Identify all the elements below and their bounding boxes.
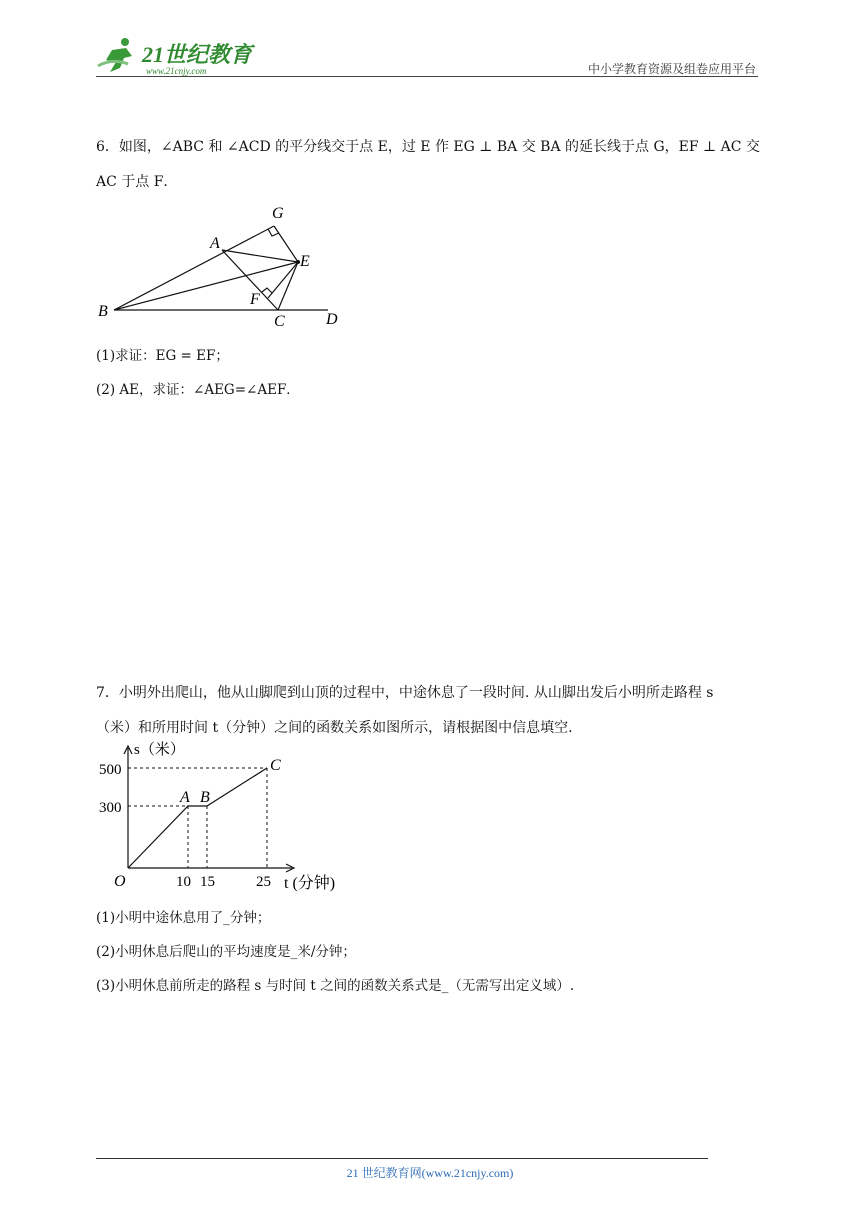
q7-number: 7．	[96, 685, 119, 701]
platform-title: 中小学教育资源及组卷应用平台	[587, 62, 756, 76]
q6-part1: (1)求证：EG = EF；	[96, 348, 229, 364]
point-C-label: C	[270, 757, 281, 774]
label-C: C	[274, 313, 285, 330]
q7-stem	[96, 676, 776, 746]
header-divider	[96, 76, 758, 77]
q7-line2: （米）和所用时间 t（分钟）之间的函数关系如图所示，请根据图中信息填空.	[96, 720, 573, 736]
label-D: D	[326, 311, 338, 328]
point-A-label: A	[180, 789, 190, 806]
q6-line1: 如图，∠ABC 和 ∠ACD 的平分线交于点 E，过 E 作 EG ⊥ BA 交 BA 的延长线于点 G，EF ⊥ AC 交	[118, 139, 760, 155]
x-tick-25: 25	[256, 874, 271, 890]
label-F: F	[250, 291, 260, 308]
site-logo	[92, 36, 262, 80]
logo-text: 21世纪教育	[142, 42, 253, 67]
logo-url: www.21cnjy.com	[146, 66, 207, 76]
q6-number: 6．	[96, 139, 119, 155]
point-B-label: B	[200, 789, 210, 806]
q6-part2: (2) AE，求证：∠AEG=∠AEF．	[96, 382, 300, 398]
y-axis-label: s（米）	[134, 742, 185, 758]
label-G: G	[272, 205, 284, 222]
q7-part2: (2)小明休息后爬山的平均速度是_米/分钟；	[96, 944, 356, 960]
label-B: B	[98, 303, 108, 320]
q7-part3: (3)小明休息前所走的路程 s 与时间 t 之间的函数关系式是_（无需写出定义域）.	[96, 978, 575, 994]
x-axis-label: t (分钟)	[284, 875, 336, 892]
y-tick-300: 300	[99, 800, 122, 816]
q7-part1: (1)小明中途休息用了_分钟；	[96, 910, 271, 926]
y-tick-500: 500	[99, 762, 122, 778]
origin-label: O	[114, 873, 126, 890]
label-A: A	[210, 235, 220, 252]
x-tick-10: 10	[176, 874, 191, 890]
footer-link[interactable]: 21 世纪教育网(www.21cnjy.com)	[346, 1166, 514, 1180]
q7-function-graph	[96, 740, 356, 892]
x-tick-15: 15	[200, 874, 215, 890]
q6-line2: AC 于点 F．	[96, 174, 178, 190]
q7-line1: 小明外出爬山，他从山脚爬到山顶的过程中，中途休息了一段时间. 从山脚出发后小明所走路程 s	[118, 685, 714, 701]
q6-stem	[96, 130, 776, 200]
label-E: E	[300, 253, 310, 270]
runner-logo-icon	[98, 38, 132, 72]
q6-geometry-figure	[96, 198, 356, 330]
footer-divider	[96, 1158, 708, 1159]
